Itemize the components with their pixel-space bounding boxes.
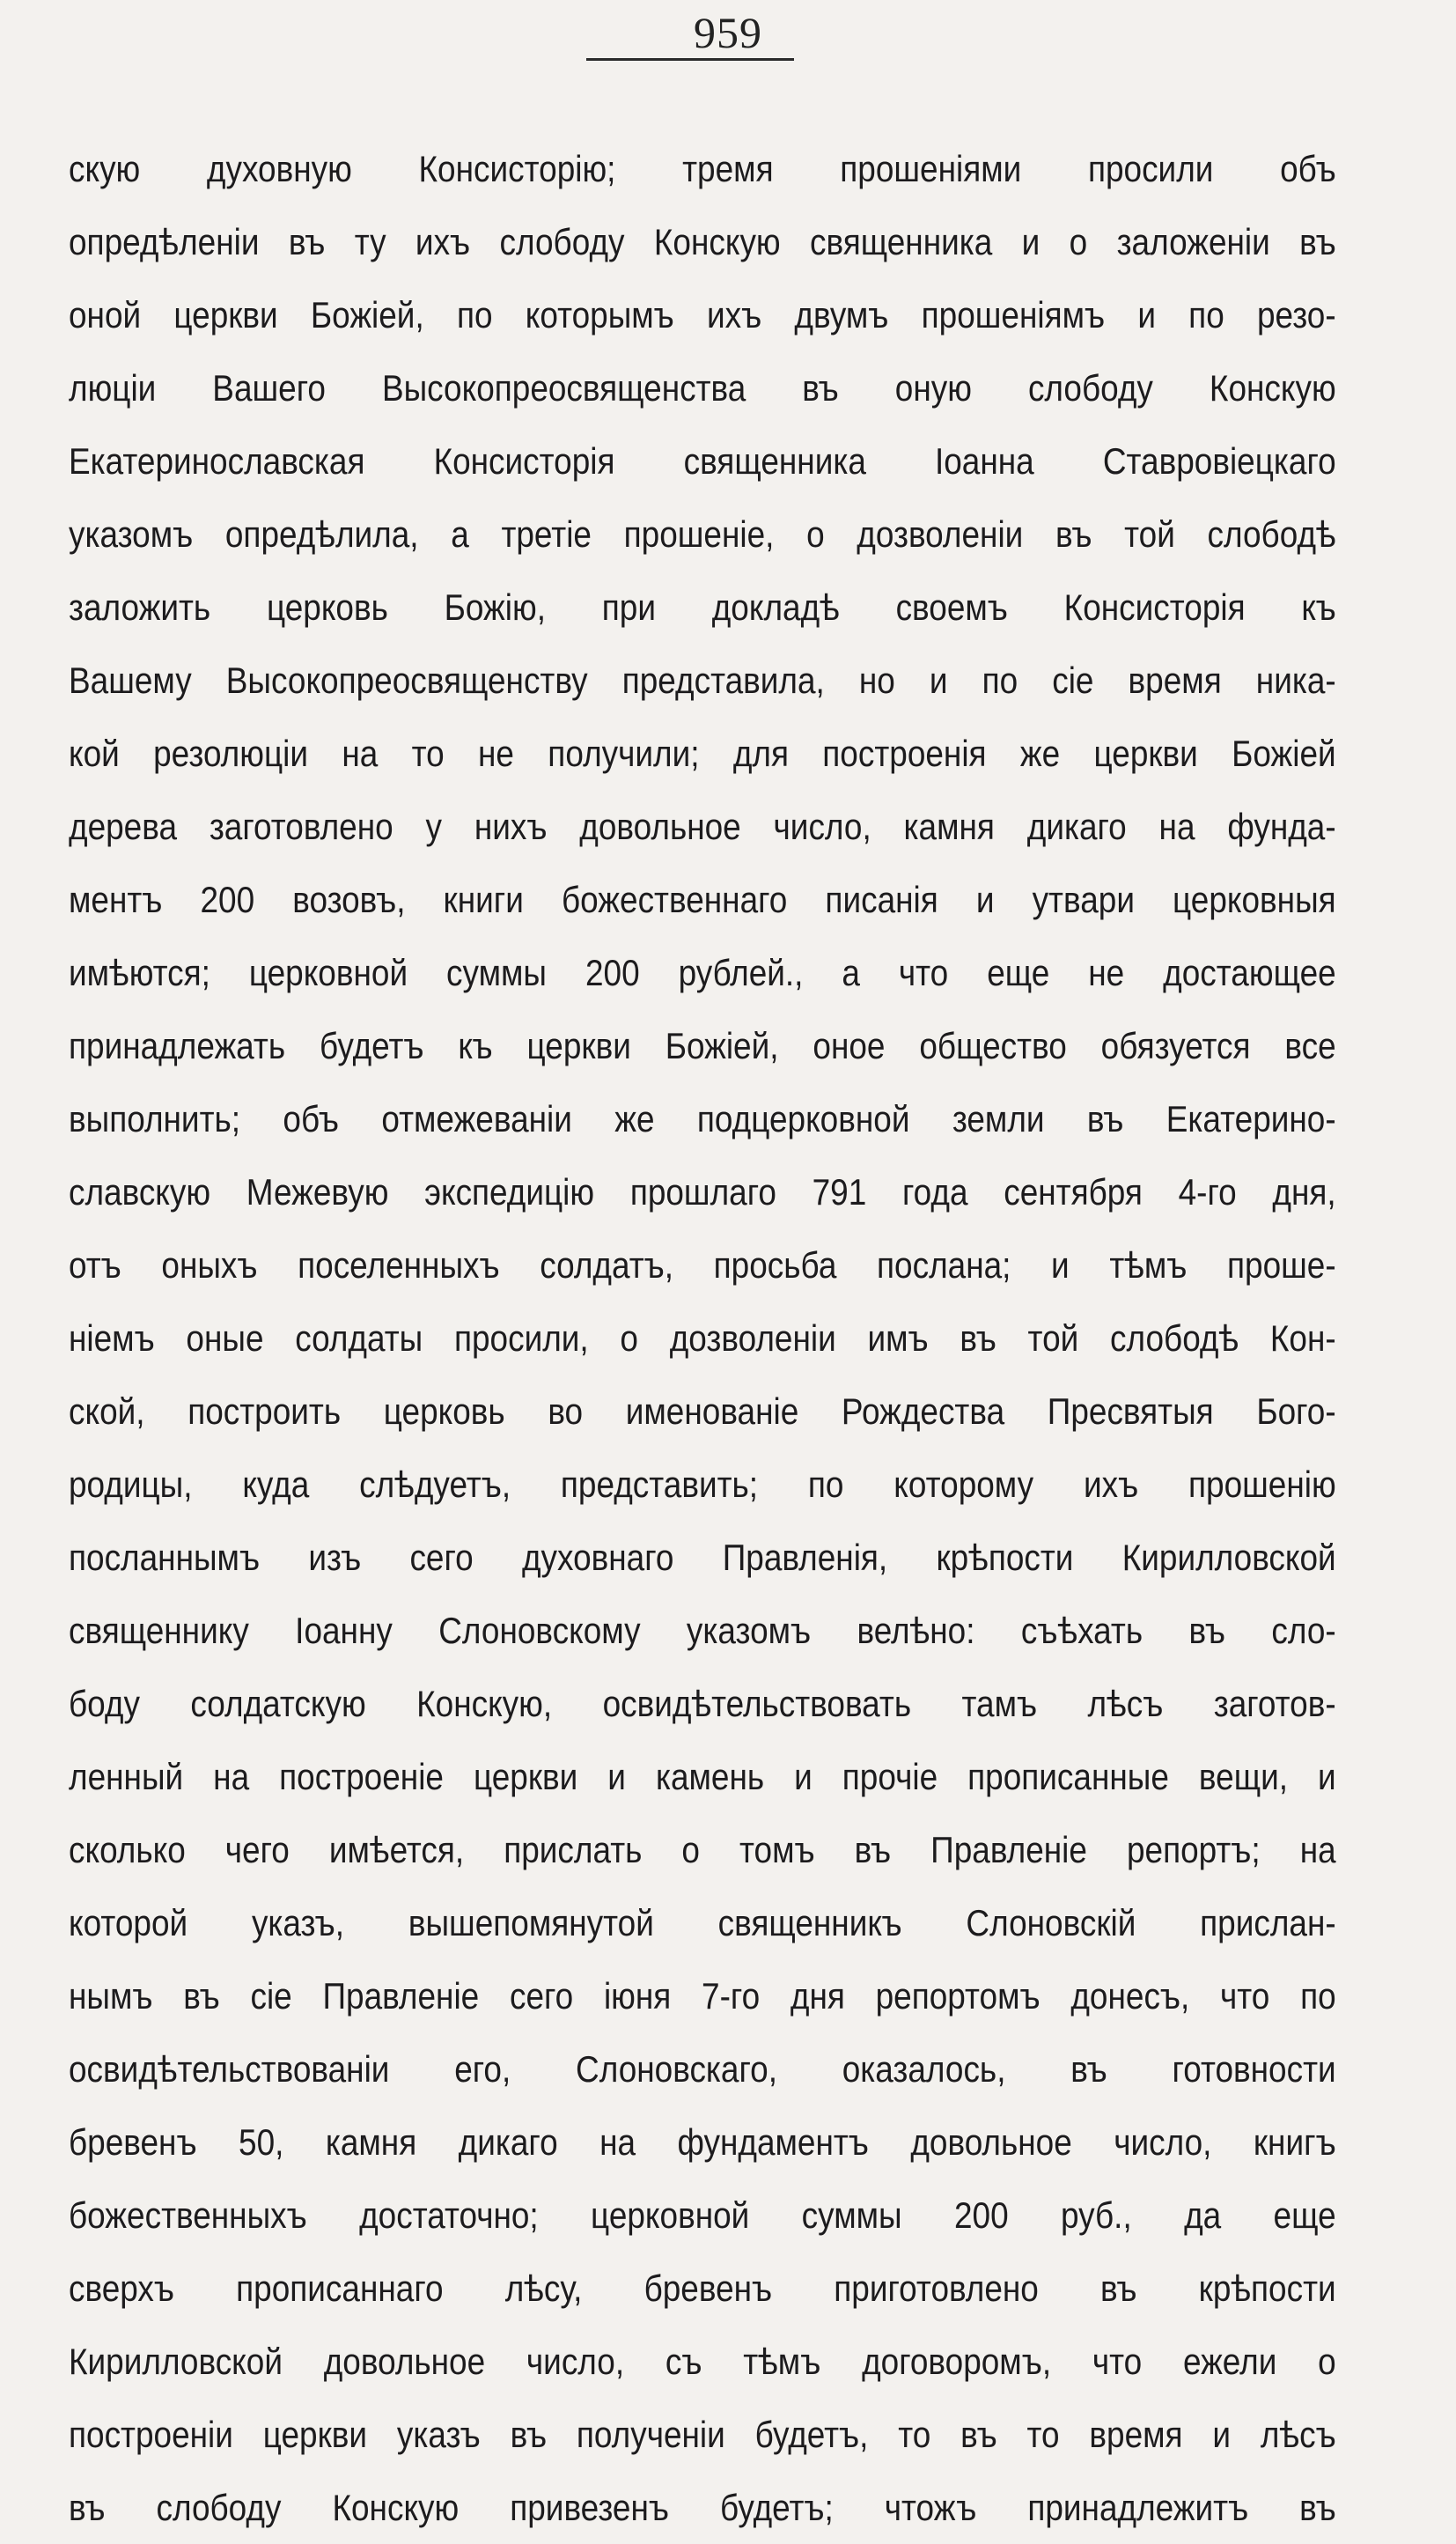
text-line: скую духовную Консисторію; тремя прошеніями просили объ bbox=[69, 148, 1336, 189]
body-text bbox=[69, 132, 1336, 2544]
text-line: оной церкви Божіей, по которымъ ихъ двумъ прошеніямъ и по резо- bbox=[69, 294, 1336, 336]
text-line: ленный на построеніе церкви и камень и прочіе прописанные вещи, и bbox=[69, 1756, 1336, 1797]
text-line: люціи Вашего Высокопреосвященства въ оную слободу Конскую bbox=[69, 367, 1336, 409]
text-line: ской, построить церковь во именованіе Рождества Пресвятыя Бого- bbox=[69, 1390, 1336, 1432]
text-line: Кирилловской довольное число, съ тѣмъ договоромъ, что ежели о bbox=[69, 2341, 1336, 2382]
text-line: кой резолюціи на то не получили; для построенія же церкви Божіей bbox=[69, 733, 1336, 774]
text-line: Екатеринославская Консисторія священника Іоанна Ставровіецкаго bbox=[69, 440, 1336, 482]
text-line: священнику Іоанну Слоновскому указомъ велѣно: съѣхать въ сло- bbox=[69, 1610, 1336, 1651]
text-line: божественныхъ достаточно; церковной суммы 200 руб., да еще bbox=[69, 2194, 1336, 2236]
text-line: ментъ 200 возовъ, книги божественнаго писанія и утвари церковныя bbox=[69, 879, 1336, 920]
text-line: отъ оныхъ поселенныхъ солдатъ, просьба послана; и тѣмъ проше- bbox=[69, 1244, 1336, 1286]
text-line: въ слободу Конскую привезенъ будетъ; чтожъ принадлежитъ въ bbox=[69, 2487, 1336, 2528]
text-line: нымъ въ сіе Правленіе сего іюня 7-го дня репортомъ донесъ, что по bbox=[69, 1975, 1336, 2017]
text-line: принадлежать будетъ къ церкви Божіей, оное общество обязуется все bbox=[69, 1025, 1336, 1066]
text-line: Вашему Высокопреосвященству представила, но и по сіе время ника- bbox=[69, 660, 1336, 701]
text-line: выполнить; объ отмежеваніи же подцерковной земли въ Екатерино- bbox=[69, 1098, 1336, 1139]
text-line: сколько чего имѣется, прислать о томъ въ Правленіе репортъ; на bbox=[69, 1829, 1336, 1870]
text-line: родицы, куда слѣдуетъ, представить; по которому ихъ прошенію bbox=[69, 1464, 1336, 1505]
text-line: опредѣленіи въ ту ихъ слободу Конскую священника и о заложеніи въ bbox=[69, 221, 1336, 262]
page-number-rule bbox=[586, 58, 794, 61]
text-line: построеніи церкви указъ въ полученіи будетъ, то въ то время и лѣсъ bbox=[69, 2414, 1336, 2455]
text-line: имѣются; церковной суммы 200 рублей., а что еще не достающее bbox=[69, 952, 1336, 993]
text-line: сверхъ прописаннаго лѣсу, бревенъ приготовлено въ крѣпости bbox=[69, 2267, 1336, 2309]
text-line: ніемъ оные солдаты просили, о дозволеніи имъ въ той слободѣ Кон- bbox=[69, 1317, 1336, 1359]
text-line: славскую Межевую экспедицію прошлаго 791 года сентября 4-го дня, bbox=[69, 1171, 1336, 1213]
text-line: дерева заготовлено у нихъ довольное число, камня дикаго на фунда- bbox=[69, 806, 1336, 847]
text-line: которой указъ, вышепомянутой священникъ Слоновскій прислан- bbox=[69, 1902, 1336, 1943]
text-line: заложить церковь Божію, при докладѣ своемъ Консисторія къ bbox=[69, 586, 1336, 628]
text-line: указомъ опредѣлила, а третіе прошеніе, о дозволеніи въ той слободѣ bbox=[69, 513, 1336, 555]
text-line: посланнымъ изъ сего духовнаго Правленія, крѣпости Кирилловской bbox=[69, 1537, 1336, 1578]
text-line: бревенъ 50, камня дикаго на фундаментъ довольное число, книгъ bbox=[69, 2121, 1336, 2163]
page-number: 959 bbox=[694, 8, 762, 57]
text-line: боду солдатскую Конскую, освидѣтельствовать тамъ лѣсъ заготов- bbox=[69, 1683, 1336, 1724]
text-line: освидѣтельствованіи его, Слоновскаго, оказалось, въ готовности bbox=[69, 2048, 1336, 2090]
